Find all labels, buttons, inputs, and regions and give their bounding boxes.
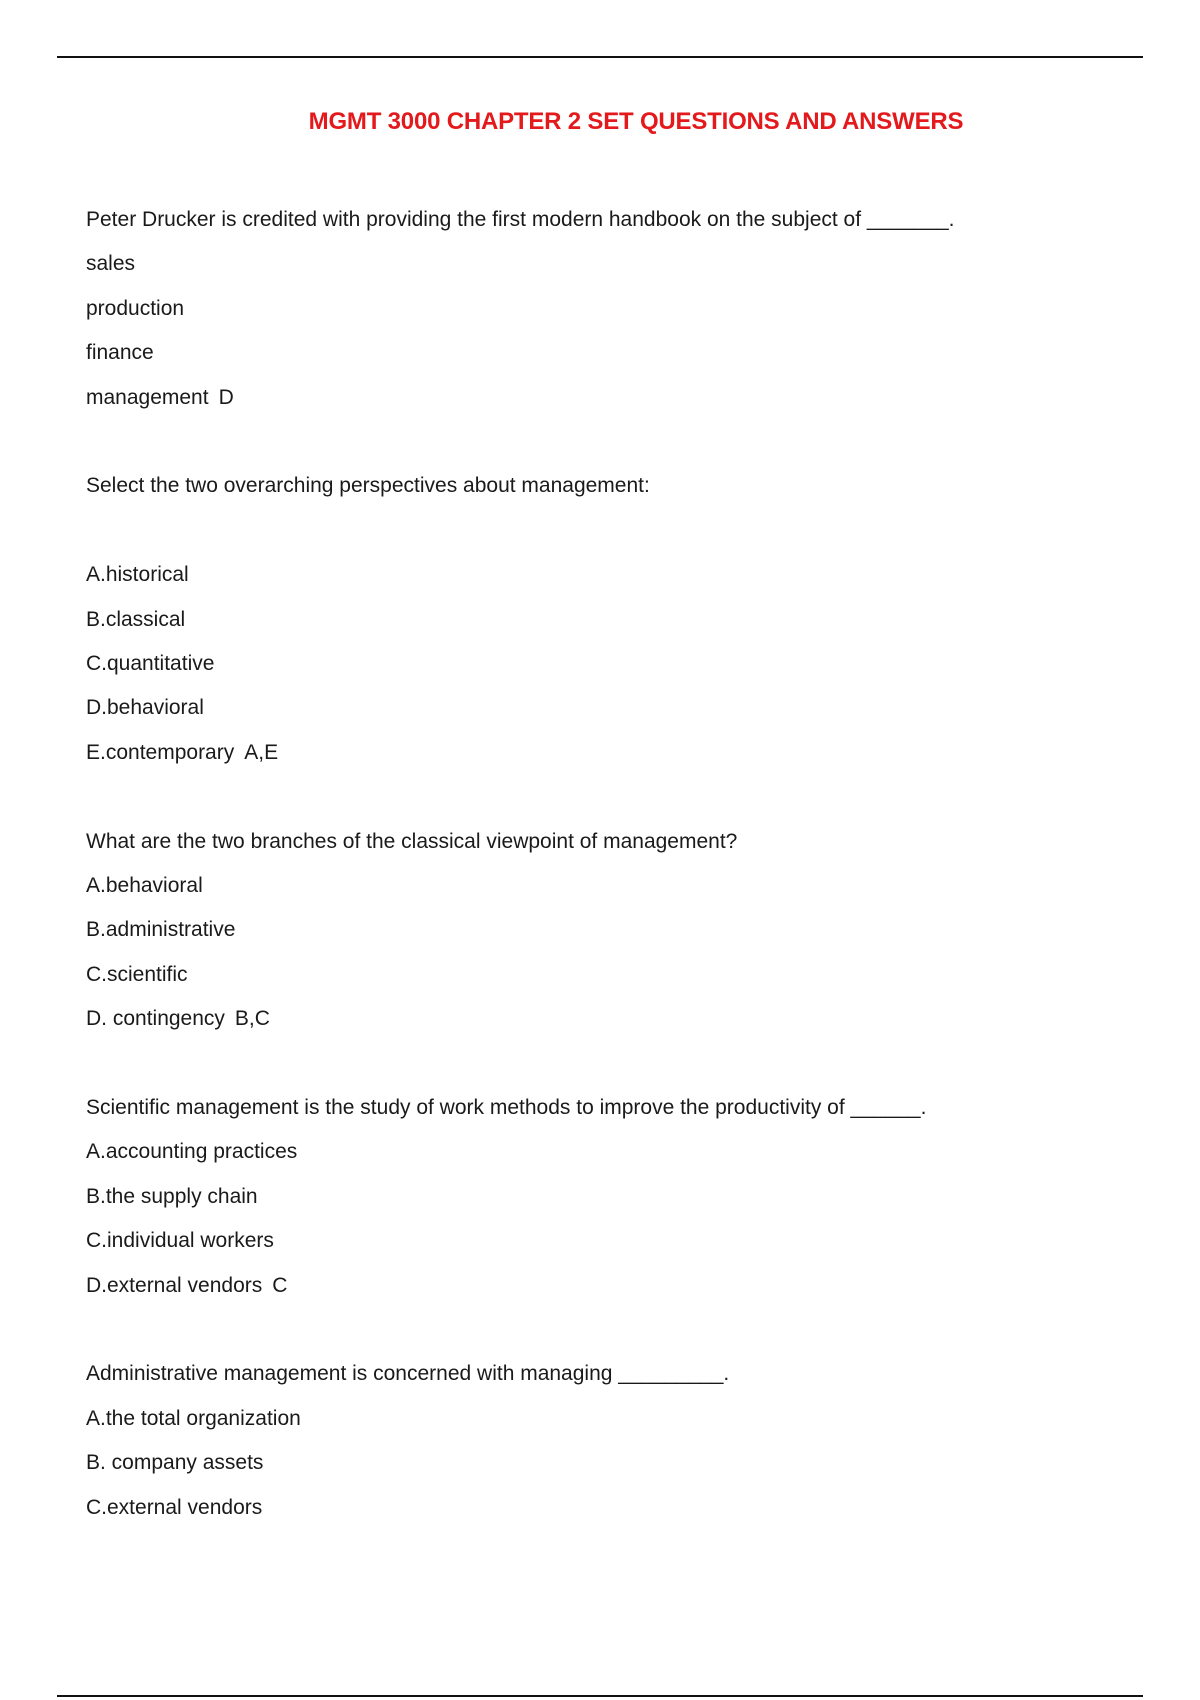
- question-block-1: [86, 198, 1126, 420]
- spacer: [86, 509, 1126, 553]
- option: A.historical: [86, 563, 189, 587]
- option: B.the supply chain: [86, 1184, 258, 1208]
- question-text: Select the two overarching perspectives about management:: [86, 474, 650, 498]
- option: production: [86, 296, 185, 320]
- answer-key: A,E: [244, 740, 279, 764]
- question-block-5: [86, 1352, 1126, 1530]
- option: C.quantitative: [86, 652, 215, 676]
- option: finance: [86, 341, 154, 365]
- answer-key: B,C: [234, 1007, 270, 1031]
- option: D.external vendors: [86, 1273, 263, 1297]
- question-text: Administrative management is concerned with managing _________.: [86, 1362, 730, 1386]
- option-with-answer: [86, 997, 1126, 1041]
- option: A.the total organization: [86, 1406, 301, 1430]
- option: E.contemporary: [86, 740, 235, 764]
- question-list: [86, 198, 1126, 1530]
- option: sales: [86, 252, 136, 276]
- option: A.accounting practices: [86, 1140, 298, 1164]
- option-with-answer: [86, 1264, 1126, 1308]
- option: management: [86, 385, 209, 409]
- question-text: Scientific management is the study of work methods to improve the productivity of ______.: [86, 1096, 927, 1120]
- question-block-3: [86, 820, 1126, 1042]
- spacer: [86, 420, 1126, 464]
- option-with-answer: [86, 376, 1126, 420]
- option: C.scientific: [86, 962, 188, 986]
- option: D. contingency: [86, 1007, 225, 1031]
- option: A.behavioral: [86, 874, 203, 898]
- spacer: [86, 1042, 1126, 1086]
- document-title: MGMT 3000 CHAPTER 2 SET QUESTIONS AND ANSWERS: [308, 108, 964, 135]
- question-block-2: [86, 464, 1126, 775]
- option-with-answer: [86, 731, 1126, 775]
- option: B.classical: [86, 607, 186, 631]
- question-text: Peter Drucker is credited with providing the first modern handbook on the subject of _______.: [86, 208, 955, 231]
- answer-key: D: [218, 385, 234, 409]
- option: C.individual workers: [86, 1229, 274, 1253]
- option: B.administrative: [86, 918, 236, 942]
- bottom-rule: [57, 1695, 1143, 1697]
- option: D.behavioral: [86, 696, 204, 720]
- option: B. company assets: [86, 1451, 264, 1475]
- answer-key: C: [272, 1273, 288, 1297]
- spacer: [86, 775, 1126, 819]
- spacer: [86, 1308, 1126, 1352]
- top-rule: [57, 56, 1143, 58]
- question-block-4: [86, 1086, 1126, 1308]
- question-text: What are the two branches of the classical viewpoint of management?: [86, 829, 738, 853]
- option: C.external vendors: [86, 1495, 263, 1519]
